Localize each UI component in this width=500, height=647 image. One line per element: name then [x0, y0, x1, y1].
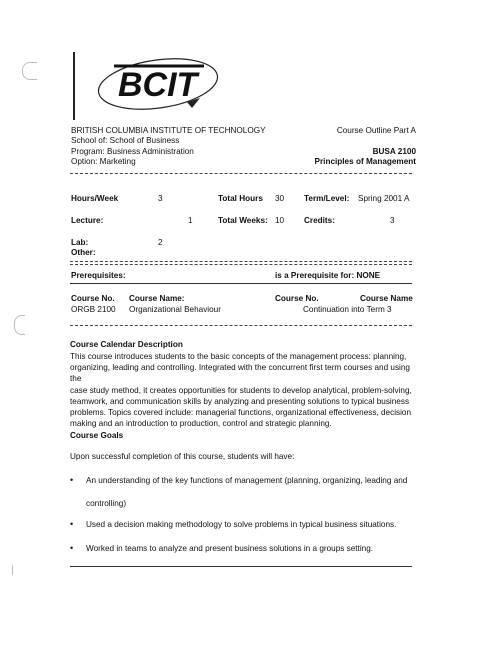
lab-label: Lab: [71, 238, 89, 247]
divider [70, 173, 412, 174]
divider [70, 566, 412, 567]
course-code: BUSA 2100 [372, 146, 416, 156]
divider [70, 283, 412, 284]
hole-punch-mark [22, 62, 37, 80]
outline-part: Course Outline Part A [336, 126, 416, 135]
col-course-name: Course Name: [129, 294, 185, 303]
bcit-logo [92, 52, 232, 114]
total-hours-label: Total Hours [218, 194, 263, 203]
prereq-label: Prerequisites: [71, 271, 126, 280]
course-title: Principles of Management [314, 157, 416, 167]
goal-item-continued: controlling) [86, 499, 127, 508]
goals-heading: Course Goals [70, 431, 124, 440]
divider [70, 261, 412, 262]
header-bar [73, 52, 75, 120]
school-line: School of: School of Business [71, 136, 180, 146]
total-weeks-label: Total Weeks: [218, 216, 268, 225]
col-course-name-2: Course Name [360, 294, 413, 303]
lecture-value: 1 [188, 216, 193, 225]
svg-text:BCIT: BCIT [118, 66, 198, 104]
option-line: Option: Marketing [71, 157, 136, 167]
row-course-name: Organizational Behaviour [129, 305, 221, 314]
term-value: Spring 2001 A [358, 194, 410, 203]
bullet-icon: • [70, 519, 74, 529]
credits-label: Credits: [304, 216, 335, 225]
col-course-no-2: Course No. [275, 294, 319, 303]
term-label: Term/Level: [304, 194, 350, 203]
is-prereq-label: is a Prerequisite for: NONE [275, 271, 381, 280]
margin-tick [12, 565, 13, 575]
bullet-icon: • [70, 475, 74, 485]
hours-week-label: Hours/Week [71, 194, 119, 203]
total-hours-value: 30 [275, 194, 285, 203]
goals-intro: Upon successful completion of this course, students will have: [70, 452, 295, 461]
hours-week-value: 3 [158, 194, 163, 203]
divider [70, 264, 412, 265]
goal-item: An understanding of the key functions of management (planning, organizing, leading and [86, 476, 408, 485]
institute-name: BRITISH COLUMBIA INSTITUTE OF TECHNOLOGY [71, 126, 266, 135]
program-line: Program: Business Administration [71, 146, 194, 156]
credits-value: 3 [390, 216, 395, 225]
bullet-icon: • [70, 543, 74, 553]
description-heading: Course Calendar Description [70, 340, 183, 349]
goal-item: Worked in teams to analyze and present business solutions in a groups setting. [86, 544, 374, 553]
goal-item: Used a decision making methodology to solve problems in typical business situations. [86, 520, 397, 529]
total-weeks-value: 10 [275, 216, 285, 225]
col-course-no: Course No. [71, 294, 115, 303]
other-label: Other: [71, 248, 96, 257]
divider [70, 325, 412, 326]
row-course-no: ORGB 2100 [71, 305, 116, 314]
lab-value: 2 [158, 238, 163, 247]
row-continuation: Continuation into Term 3 [303, 305, 392, 314]
lecture-label: Lecture: [71, 216, 104, 225]
description-body: This course introduces students to the basic concepts of the management process: planning, organizing, leading and controlling. Integrated with the concurrent first term courses and using the case study method, it creates opportunities for students to develop analytical, problem-solving, teamwork, and communication skills by analyzing and presenting solutions to typical business problems. Topics covered include: managerial functions, organizational effectiveness, decision making and an introduction to production, control and strategic planning. [70, 352, 412, 429]
hole-punch-mark [14, 315, 25, 335]
